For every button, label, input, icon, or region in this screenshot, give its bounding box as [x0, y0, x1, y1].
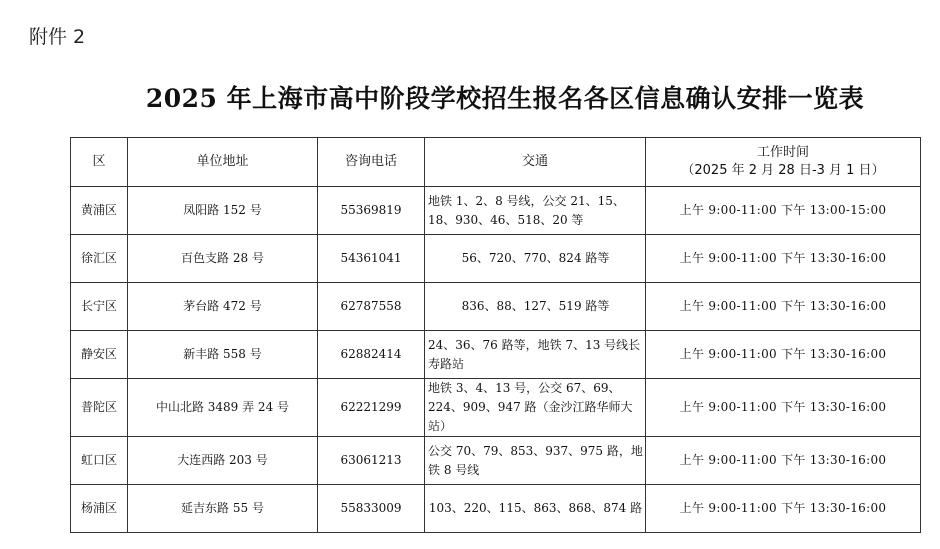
- table-row: [71, 235, 921, 283]
- cell-transport: 地铁 3、4、13 号，公交 67、69、224、909、947 路（金沙江路华师大站）: [425, 379, 646, 437]
- header-hours: [646, 138, 921, 187]
- table-row: [71, 331, 921, 379]
- cell-address: 大连西路 203 号: [128, 437, 318, 485]
- table-row: [71, 187, 921, 235]
- cell-phone: 54361041: [318, 235, 425, 283]
- cell-district: 静安区: [71, 331, 128, 379]
- cell-district: 普陀区: [71, 379, 128, 437]
- cell-transport: 103、220、115、863、868、874 路: [425, 485, 646, 533]
- cell-hours: 上午 9:00-11:00 下午 13:30-16:00: [646, 485, 921, 533]
- cell-hours: 上午 9:00-11:00 下午 13:30-16:00: [646, 437, 921, 485]
- cell-phone: 55369819: [318, 187, 425, 235]
- cell-phone: 62221299: [318, 379, 425, 437]
- cell-hours: 上午 9:00-11:00 下午 13:00-15:00: [646, 187, 921, 235]
- header-hours-title: 工作时间: [756, 145, 809, 160]
- attachment-label: 附件 2: [29, 26, 86, 48]
- cell-phone: 55833009: [318, 485, 425, 533]
- cell-address: 新丰路 558 号: [128, 331, 318, 379]
- cell-transport: 836、88、127、519 路等: [425, 283, 646, 331]
- header-hours-range: （2025 年 2 月 28 日-3 月 1 日）: [681, 163, 885, 178]
- cell-transport: 56、720、770、824 路等: [425, 235, 646, 283]
- document-title: 2025 年上海市高中阶段学校招生报名各区信息确认安排一览表: [145, 84, 865, 113]
- table-header-row: [71, 138, 921, 187]
- cell-address: 延吉东路 55 号: [128, 485, 318, 533]
- header-district: 区: [71, 138, 128, 187]
- cell-address: 中山北路 3489 弄 24 号: [128, 379, 318, 437]
- cell-phone: 62787558: [318, 283, 425, 331]
- cell-transport: 24、36、76 路等，地铁 7、13 号线长寿路站: [425, 331, 646, 379]
- header-phone: 咨询电话: [318, 138, 425, 187]
- cell-district: 长宁区: [71, 283, 128, 331]
- cell-address: 茅台路 472 号: [128, 283, 318, 331]
- cell-district: 黄浦区: [71, 187, 128, 235]
- cell-phone: 62882414: [318, 331, 425, 379]
- table-row: [71, 379, 921, 437]
- cell-hours: 上午 9:00-11:00 下午 13:30-16:00: [646, 235, 921, 283]
- header-transport: 交通: [425, 138, 646, 187]
- header-address: 单位地址: [128, 138, 318, 187]
- cell-district: 徐汇区: [71, 235, 128, 283]
- table-row: [71, 485, 921, 533]
- cell-district: 杨浦区: [71, 485, 128, 533]
- table-row: [71, 437, 921, 485]
- cell-hours: 上午 9:00-11:00 下午 13:30-16:00: [646, 331, 921, 379]
- cell-hours: 上午 9:00-11:00 下午 13:30-16:00: [646, 283, 921, 331]
- cell-address: 百色支路 28 号: [128, 235, 318, 283]
- cell-district: 虹口区: [71, 437, 128, 485]
- cell-hours: 上午 9:00-11:00 下午 13:30-16:00: [646, 379, 921, 437]
- cell-transport: 地铁 1、2、8 号线，公交 21、15、18、930、46、518、20 等: [425, 187, 646, 235]
- cell-transport: 公交 70、79、853、937、975 路，地铁 8 号线: [425, 437, 646, 485]
- cell-address: 凤阳路 152 号: [128, 187, 318, 235]
- district-info-table: [70, 137, 921, 533]
- table-row: [71, 283, 921, 331]
- cell-phone: 63061213: [318, 437, 425, 485]
